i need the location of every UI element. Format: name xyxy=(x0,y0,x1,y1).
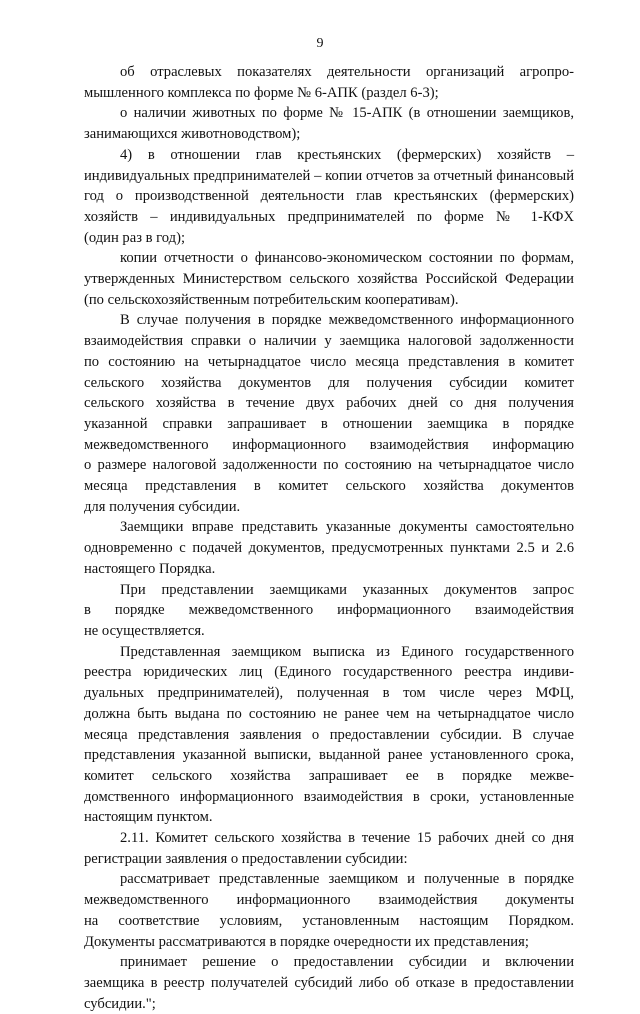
text-line: об отраслевых показателях деятельности организаций агропро- xyxy=(120,64,574,80)
text-line: домственного информационного взаимодействия в сроки, установленные xyxy=(84,788,574,805)
text-line: взаимодействия справки о наличии у заемщика налоговой задолженности xyxy=(84,333,574,350)
text-line: межведомственного информационного взаимодействия документы xyxy=(84,892,574,909)
text-line: индивидуальных предпринимателей – копии отчетов за отчетный финансовый xyxy=(84,167,574,184)
text-line: копии отчетности о финансово-экономическом состоянии по формам, xyxy=(120,250,574,267)
text-line: (один раз в год); xyxy=(84,229,185,246)
text-line: При представлении заемщиками указанных документов запрос xyxy=(120,581,574,598)
text-line: утвержденных Министерством сельского хозяйства Российской Федерации xyxy=(84,271,574,288)
text-line: межведомственного информационного взаимодействия информацию xyxy=(84,436,574,453)
text-line: настоящего Порядка. xyxy=(84,560,216,577)
text-line: не осуществляется. xyxy=(84,622,205,639)
text-line: (по сельскохозяйственным потребительским кооперативам). xyxy=(84,291,459,308)
text-line: принимает решение о предоставлении субсидии и включении xyxy=(120,954,574,971)
text-line: В случае получения в порядке межведомственного информационного xyxy=(120,312,574,329)
text-line: о наличии животных по форме № 15-АПК (в отношении заемщиков, xyxy=(120,105,574,122)
text-line: одновременно с подачей документов, предусмотренных пунктами 2.5 и 2.6 xyxy=(84,540,574,557)
paragraph xyxy=(84,145,574,249)
text-line: сельского хозяйства документов для получения субсидии комитет xyxy=(84,374,574,391)
document-body xyxy=(84,62,574,1014)
text-line: в порядке межведомственного информационного взаимодействия xyxy=(84,602,574,619)
text-line: должна быть выдана по состоянию не ранее чем на четырнадцатое число xyxy=(84,705,574,722)
text-line: Документы рассматриваются в порядке очередности их представления; xyxy=(84,933,529,950)
text-line: указанной справки запрашивает в отношении заемщика в порядке xyxy=(84,415,574,432)
text-line: для получения субсидии. xyxy=(84,498,241,515)
paragraph xyxy=(84,62,574,103)
text-line: о размере налоговой задолженности по состоянию на четырнадцатое число xyxy=(84,457,574,474)
text-line: мышленного комплекса по форме № 6-АПК (раздел 6-3); xyxy=(84,84,439,101)
text-line: настоящим пунктом. xyxy=(84,809,213,826)
text-line: представления указанной выписки, выданной ранее установленного срока, xyxy=(84,747,574,764)
text-line: дуальных предпринимателей), полученная в том числе через МФЦ, xyxy=(84,685,574,702)
paragraph xyxy=(84,103,574,144)
text-line: рассматривает представленные заемщиком и полученные в порядке xyxy=(120,871,574,888)
text-line: по состоянию на четырнадцатое число месяца представления в комитет xyxy=(84,353,574,370)
text-line: Заемщики вправе представить указанные документы самостоятельно xyxy=(120,519,574,536)
text-line: регистрации заявления о предоставлении субсидии: xyxy=(84,850,408,867)
paragraph xyxy=(84,248,574,310)
text-line: месяца представления в комитет сельского хозяйства документов xyxy=(84,478,574,495)
text-line: год о производственной деятельности глав крестьянских (фермерских) xyxy=(84,188,574,205)
paragraph xyxy=(84,869,574,952)
text-line: субсидии."; xyxy=(84,995,156,1012)
text-line: занимающихся животноводством); xyxy=(84,126,301,143)
paragraph xyxy=(84,642,574,828)
text-line: хозяйств – индивидуальных предпринимателей по форме № 1-КФХ xyxy=(84,208,574,225)
paragraph xyxy=(84,580,574,642)
text-line: на соответствие условиям, установленным настоящим Порядком. xyxy=(84,912,574,929)
text-line: комитет сельского хозяйства запрашивает ее в порядке межве- xyxy=(84,767,574,784)
paragraph xyxy=(84,517,574,579)
paragraph xyxy=(84,952,574,1014)
paragraph xyxy=(84,310,574,517)
paragraph xyxy=(84,828,574,869)
text-line: 2.11. Комитет сельского хозяйства в течение 15 рабочих дней со дня xyxy=(120,830,574,847)
text-line: реестра юридических лиц (Единого государственного реестра индиви- xyxy=(84,664,574,681)
text-line: сельского хозяйства в течение двух рабочих дней со дня получения xyxy=(84,395,574,412)
text-line: месяца представления заявления о предоставлении субсидии. В случае xyxy=(84,726,574,743)
text-line: 4) в отношении глав крестьянских (фермерских) хозяйств – xyxy=(120,146,574,163)
text-line: заемщика в реестр получателей субсидий либо об отказе в предоставлении xyxy=(84,974,574,991)
text-line: Представленная заемщиком выписка из Единого государственного xyxy=(120,643,574,660)
page-number: 9 xyxy=(316,36,324,51)
